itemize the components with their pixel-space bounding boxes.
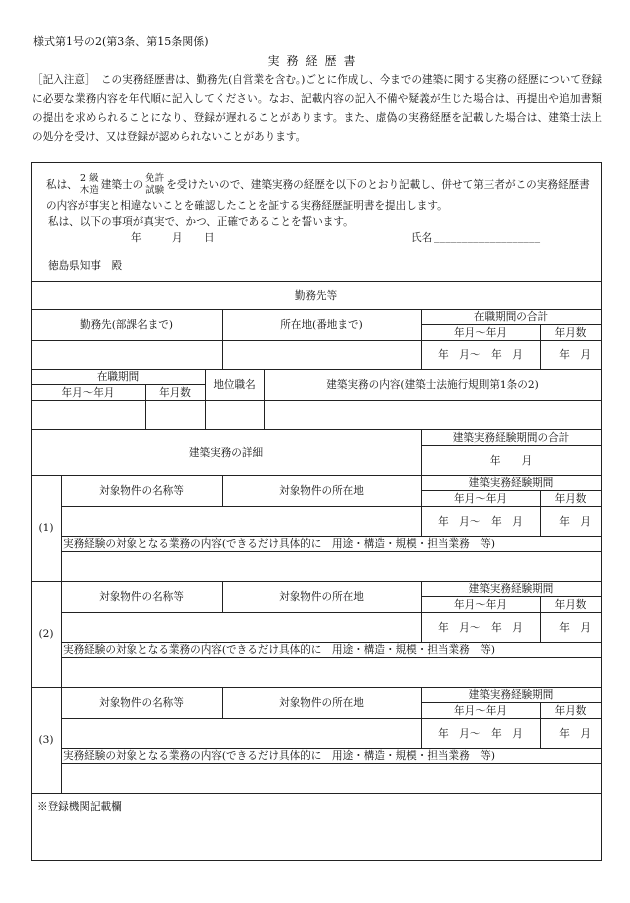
exp-months-header: 年月数 — [554, 704, 587, 717]
detail-total-header: 建築実務経験期間の合計 — [452, 431, 570, 444]
rule-h — [31, 162, 602, 163]
rule-v — [601, 162, 602, 861]
property-name-field[interactable] — [61, 612, 222, 642]
grade-choice: 2 級 木造 — [79, 173, 99, 196]
exp-range-header: 年月～年月 — [454, 492, 507, 505]
employer-name-header: 勤務先(部課名まで) — [79, 319, 173, 331]
tenure-header: 在職期間 — [96, 371, 140, 383]
entry-number: (2) — [38, 628, 54, 640]
exp-range-field[interactable]: 年 月～ 年 月 — [438, 621, 523, 634]
property-name-header: 対象物件の名称等 — [99, 485, 184, 497]
entry-number: (1) — [38, 522, 54, 534]
exp-range-field[interactable]: 年 月～ 年 月 — [438, 515, 523, 528]
tenure-months-field[interactable] — [145, 400, 205, 429]
date-month: 月 — [172, 232, 183, 244]
tenure-row-months-header: 年月数 — [159, 386, 191, 399]
work-content-label: 実務経験の対象となる業務の内容(できるだけ具体的に 用途・構造・規模・担当業務 等) — [63, 538, 496, 550]
exp-period-header: 建築実務経験期間 — [468, 689, 554, 701]
tenure-row-period-header: 年月～年月 — [61, 386, 115, 399]
position-field[interactable] — [205, 400, 264, 429]
position-header: 地位職名 — [213, 379, 256, 391]
property-name-field[interactable] — [61, 718, 222, 748]
property-name-header: 対象物件の名称等 — [99, 697, 184, 709]
exp-months-header: 年月数 — [554, 492, 587, 505]
registry-note: ※登録機関記載欄 — [37, 801, 122, 813]
work-content-field[interactable] — [61, 551, 601, 581]
declaration-rest: を受けたいので、建築実務の経歴を以下のとおり記載し、併せて第三者がこの実務経歴書の内容が事実と相違ないことを確認したことを証する実務経歴証明書を提出します。 — [46, 179, 590, 212]
detail-total-field[interactable]: 年 月 — [489, 454, 533, 467]
exp-range-header: 年月～年月 — [454, 598, 507, 611]
form-code: 様式第1号の2(第3条、第15条関係) — [33, 35, 209, 48]
work-content-label: 実務経験の対象となる業務の内容(できるだけ具体的に 用途・構造・規模・担当業務 等) — [63, 644, 496, 656]
employer-location-header: 所在地(番地まで) — [280, 319, 363, 331]
date-year: 年 — [131, 232, 142, 244]
name-field[interactable]: ___________________ — [434, 231, 541, 243]
date-day: 日 — [204, 232, 215, 244]
work-content-field[interactable] — [61, 657, 601, 687]
property-name-field[interactable] — [61, 506, 222, 536]
property-location-header: 対象物件の所在地 — [279, 591, 364, 603]
work-content-field[interactable] — [61, 763, 601, 793]
instructions-label: ［記入注意］ — [32, 74, 91, 86]
instructions — [32, 71, 602, 147]
property-location-field[interactable] — [222, 506, 421, 536]
exp-months-field[interactable]: 年 月 — [559, 621, 591, 634]
exp-months-field[interactable]: 年 月 — [559, 727, 591, 740]
property-location-field[interactable] — [222, 718, 421, 748]
exp-months-field[interactable]: 年 月 — [559, 515, 591, 528]
declaration-oath: 私は、以下の事項が真実で、かつ、正確であることを誓います。 — [48, 216, 354, 228]
employer-section-title: 勤務先等 — [294, 289, 338, 302]
tenure-total-months-field[interactable]: 年 月 — [559, 349, 591, 361]
exp-months-header: 年月数 — [554, 598, 587, 611]
work-content-header: 建築実務の内容(建築士法施行規則第1条の2) — [326, 379, 539, 391]
property-location-header: 対象物件の所在地 — [279, 485, 364, 497]
property-location-field[interactable] — [222, 612, 421, 642]
tenure-total-period-field[interactable]: 年 月～ 年 月 — [438, 349, 523, 361]
license-choice: 免許 試験 — [145, 173, 165, 196]
exp-period-header: 建築実務経験期間 — [468, 477, 554, 489]
work-content-label: 実務経験の対象となる業務の内容(できるだけ具体的に 用途・構造・規模・担当業務 等) — [63, 750, 496, 762]
tenure-period-header: 年月～年月 — [454, 326, 507, 339]
work-content-field[interactable] — [264, 400, 601, 429]
tenure-months-header: 年月数 — [554, 326, 587, 339]
tenure-period-field[interactable] — [31, 400, 145, 429]
property-name-header: 対象物件の名称等 — [99, 591, 184, 603]
exp-range-field[interactable]: 年 月～ 年 月 — [438, 727, 523, 740]
exp-period-header: 建築実務経験期間 — [468, 583, 554, 595]
instructions-text: この実務経歴書は、勤務先(自営業を含む。)ごとに作成し、今までの建築に関する実務の経歴について登録に必要な業務内容を年代順に記入してください。なお、記載内容の記入不備や疑義が生じた場合は、再提出や追加書類の提出を求められることになり、登録が遅れることがあります。また、虚偽の実務経歴を記載した場合は、建築士法上の処分を受け、又は登録が認められないことがあります。 — [32, 74, 603, 143]
addressee: 徳島県知事 殿 — [48, 260, 123, 272]
employer-location-field[interactable] — [222, 340, 421, 369]
name-label: 氏名 — [411, 232, 433, 244]
detail-section-title: 建築実務の詳細 — [188, 446, 264, 459]
rule-h — [31, 793, 602, 794]
declaration — [46, 173, 596, 216]
employer-name-field[interactable] — [31, 340, 222, 369]
property-location-header: 対象物件の所在地 — [279, 697, 364, 709]
declaration-line1: 私は、 2 級 木造 建築士の 免許 試験 を受けたいので、建築実務の経歴を以下のとおり記載し、併せて第三者がこの実務経歴書の内容が事実と相違ないことを確認したことを証する実務経歴証明書を提出します。 — [46, 173, 590, 212]
exp-range-header: 年月～年月 — [454, 704, 507, 717]
entry-number: (3) — [38, 734, 54, 746]
rule-h — [31, 860, 602, 861]
page-title: 実務経歴書 — [267, 54, 363, 68]
tenure-total-header: 在職期間の合計 — [473, 311, 549, 323]
